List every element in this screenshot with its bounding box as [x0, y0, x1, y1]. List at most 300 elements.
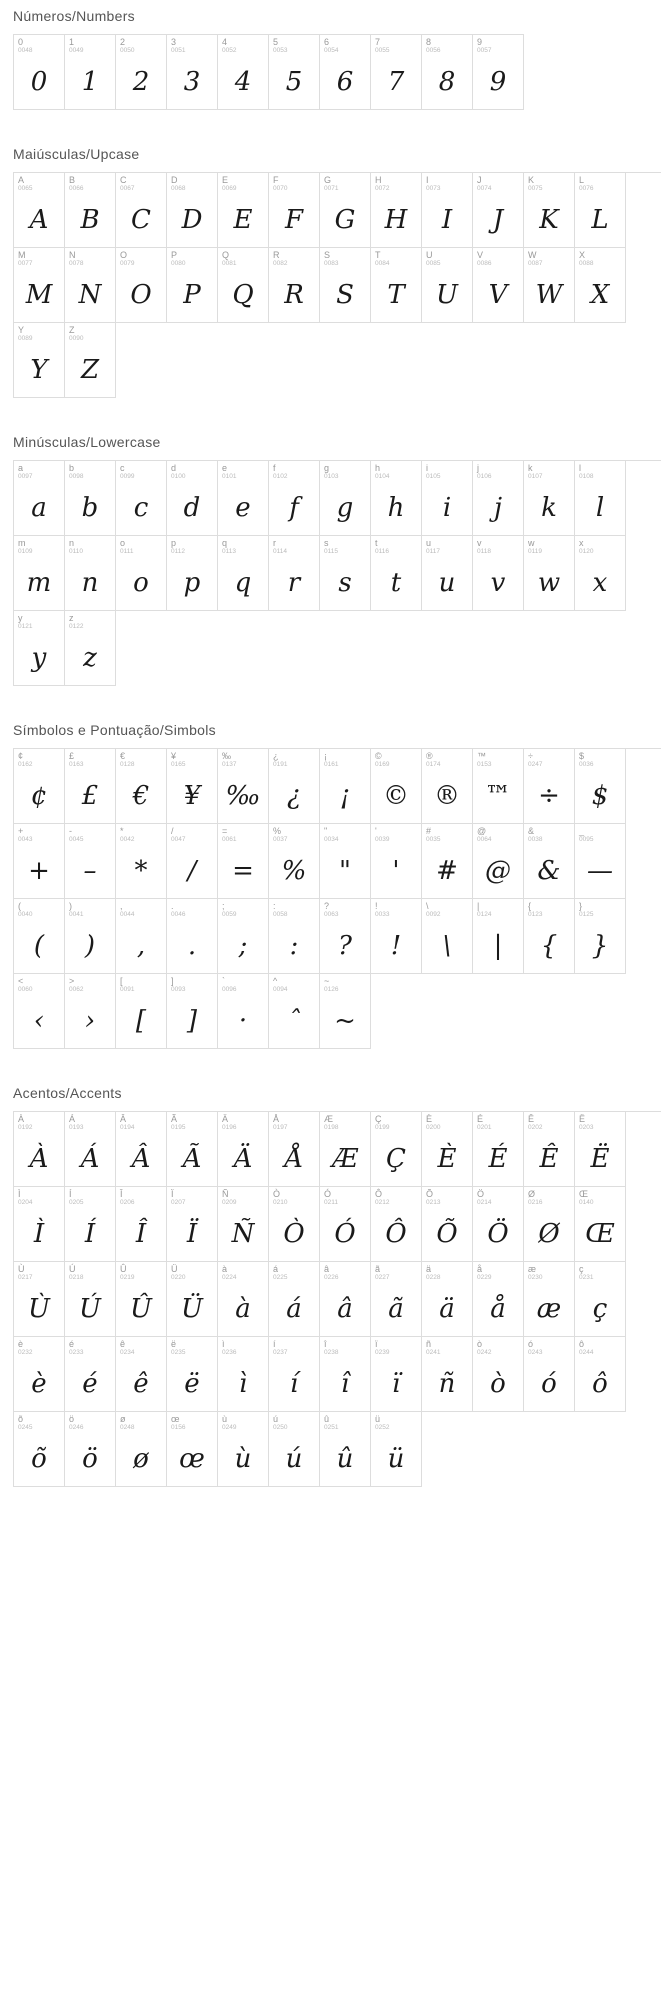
glyph-preview: ™	[485, 781, 511, 811]
glyph-cell[interactable]	[473, 824, 524, 899]
glyph-cell[interactable]	[167, 173, 218, 248]
glyph-cell[interactable]	[167, 1112, 218, 1187]
glyph-cell[interactable]	[524, 1187, 575, 1262]
glyph-preview: å	[490, 1294, 506, 1324]
glyph-preview: #	[436, 856, 458, 886]
glyph-cell[interactable]	[167, 1412, 218, 1487]
glyph-cell[interactable]	[575, 461, 626, 536]
glyph-preview: T	[387, 280, 405, 310]
glyph-preview: A	[29, 205, 49, 235]
glyph-char-label: á	[273, 1264, 279, 1274]
glyph-preview: —	[587, 856, 613, 886]
glyph-cell[interactable]	[65, 611, 116, 686]
glyph-char-label: ÷	[528, 751, 533, 761]
glyph-cell[interactable]	[371, 248, 422, 323]
glyph-cell[interactable]	[218, 1187, 269, 1262]
glyph-cell[interactable]	[575, 1337, 626, 1412]
glyph-code-label: 0246	[69, 1424, 84, 1431]
glyph-char-label: í	[273, 1339, 276, 1349]
glyph-cell[interactable]	[14, 35, 65, 110]
glyph-cell[interactable]	[371, 1337, 422, 1412]
glyph-cell[interactable]	[269, 1262, 320, 1337]
glyph-preview: 3	[183, 67, 201, 97]
glyph-cell[interactable]	[167, 749, 218, 824]
glyph-cell[interactable]	[320, 1112, 371, 1187]
glyph-char-label: ø	[120, 1414, 126, 1424]
glyph-code-label: 0109	[18, 548, 33, 555]
glyph-cell[interactable]	[65, 461, 116, 536]
glyph-code-label: 0211	[324, 1199, 338, 1206]
glyph-cell[interactable]	[167, 974, 218, 1049]
glyph-cell[interactable]	[167, 1187, 218, 1262]
glyph-char-label: N	[69, 250, 76, 260]
glyph-preview: ~	[334, 1006, 356, 1036]
glyph-preview: %	[281, 856, 307, 886]
glyph-cell[interactable]	[14, 248, 65, 323]
glyph-cell[interactable]	[269, 824, 320, 899]
glyph-section	[0, 1077, 661, 1487]
glyph-preview: Ò	[283, 1219, 305, 1249]
glyph-code-label: 0051	[171, 47, 186, 54]
glyph-code-label: 0251	[324, 1424, 339, 1431]
glyph-code-label: 0071	[324, 185, 339, 192]
glyph-code-label: 0077	[18, 260, 33, 267]
glyph-preview: /	[187, 856, 197, 886]
glyph-cell[interactable]	[167, 1262, 218, 1337]
glyph-char-label: ê	[120, 1339, 126, 1349]
glyph-cell[interactable]	[473, 1187, 524, 1262]
glyph-cell[interactable]	[473, 1262, 524, 1337]
glyph-char-label: W	[528, 250, 537, 260]
glyph-cell[interactable]	[422, 899, 473, 974]
glyph-cell[interactable]	[14, 749, 65, 824]
glyph-cell[interactable]	[218, 1412, 269, 1487]
glyph-cell[interactable]	[167, 248, 218, 323]
glyph-cell[interactable]	[422, 35, 473, 110]
glyph-cell[interactable]	[320, 749, 371, 824]
glyph-cell[interactable]	[473, 899, 524, 974]
glyph-char-label: £	[69, 751, 75, 761]
glyph-cell[interactable]	[65, 35, 116, 110]
glyph-cell[interactable]	[371, 173, 422, 248]
glyph-cell[interactable]	[65, 173, 116, 248]
glyph-preview: ó	[541, 1369, 557, 1399]
glyph-cell[interactable]	[473, 248, 524, 323]
glyph-cell[interactable]	[269, 35, 320, 110]
glyph-char-label: G	[324, 175, 332, 185]
glyph-code-label: 0089	[18, 335, 33, 342]
glyph-char-label: U	[426, 250, 433, 260]
glyph-cell[interactable]	[422, 1112, 473, 1187]
glyph-cell[interactable]	[65, 1262, 116, 1337]
glyph-cell[interactable]	[167, 824, 218, 899]
glyph-cell[interactable]	[116, 461, 167, 536]
glyph-preview: 5	[285, 67, 303, 97]
glyph-code-label: 0081	[222, 260, 237, 267]
glyph-char-label: 7	[375, 37, 381, 47]
glyph-cell[interactable]	[371, 1262, 422, 1337]
glyph-cell[interactable]	[218, 173, 269, 248]
glyph-cell[interactable]	[65, 536, 116, 611]
glyph-cell[interactable]	[422, 461, 473, 536]
glyph-code-label: 0094	[273, 986, 288, 993]
glyph-cell[interactable]	[473, 1337, 524, 1412]
glyph-char-label: &	[528, 826, 535, 836]
glyph-code-label: 0076	[579, 185, 594, 192]
glyph-char-label: $	[579, 751, 585, 761]
glyph-cell[interactable]	[575, 1262, 626, 1337]
glyph-cell[interactable]	[371, 1412, 422, 1487]
glyph-cell[interactable]	[14, 974, 65, 1049]
glyph-cell[interactable]	[167, 536, 218, 611]
glyph-char-label: +	[18, 826, 24, 836]
glyph-code-label: 0165	[171, 761, 186, 768]
glyph-cell[interactable]	[218, 824, 269, 899]
glyph-section	[0, 138, 661, 398]
glyph-cell[interactable]	[422, 824, 473, 899]
glyph-cell[interactable]	[473, 173, 524, 248]
glyph-cell[interactable]	[65, 974, 116, 1049]
glyph-preview: J	[492, 205, 504, 235]
glyph-char-label: j	[477, 463, 479, 473]
glyph-cell[interactable]	[116, 1412, 167, 1487]
glyph-cell[interactable]	[473, 461, 524, 536]
glyph-cell[interactable]	[116, 1262, 167, 1337]
glyph-cell[interactable]	[269, 1412, 320, 1487]
glyph-char-label: ç	[579, 1264, 584, 1274]
glyph-grid	[13, 172, 661, 398]
glyph-cell[interactable]	[218, 899, 269, 974]
glyph-cell[interactable]	[167, 35, 218, 110]
glyph-cell[interactable]	[524, 749, 575, 824]
glyph-char-label: ®	[426, 751, 433, 761]
glyph-preview: ÷	[538, 781, 560, 811]
glyph-preview: l	[595, 493, 605, 523]
glyph-code-label: 0194	[120, 1124, 135, 1131]
glyph-cell[interactable]	[575, 899, 626, 974]
glyph-cell[interactable]	[524, 824, 575, 899]
glyph-code-label: 0121	[18, 623, 33, 630]
glyph-cell[interactable]	[524, 1112, 575, 1187]
glyph-cell[interactable]	[116, 749, 167, 824]
glyph-cell[interactable]	[524, 173, 575, 248]
glyph-cell[interactable]	[14, 1187, 65, 1262]
glyph-char-label: q	[222, 538, 228, 548]
glyph-char-label: ã	[375, 1264, 381, 1274]
glyph-cell[interactable]	[371, 899, 422, 974]
glyph-char-label: õ	[18, 1414, 24, 1424]
glyph-preview: ®	[434, 781, 460, 811]
glyph-char-label: 5	[273, 37, 279, 47]
glyph-code-label: 0049	[69, 47, 84, 54]
glyph-cell[interactable]	[65, 1112, 116, 1187]
glyph-cell[interactable]	[422, 749, 473, 824]
glyph-char-label: É	[477, 1114, 484, 1124]
glyph-cell[interactable]	[65, 749, 116, 824]
glyph-cell[interactable]	[269, 536, 320, 611]
glyph-preview: Y	[30, 355, 48, 385]
glyph-code-label: 0119	[528, 548, 542, 555]
glyph-code-label: 0116	[375, 548, 389, 555]
glyph-preview: ì	[238, 1369, 248, 1399]
glyph-char-label: ó	[528, 1339, 534, 1349]
glyph-cell[interactable]	[320, 974, 371, 1049]
glyph-preview: ]	[186, 1006, 198, 1036]
glyph-cell[interactable]	[422, 173, 473, 248]
glyph-preview: ?	[338, 931, 352, 961]
glyph-cell[interactable]	[116, 899, 167, 974]
glyph-char-label: Ú	[69, 1264, 76, 1274]
glyph-cell[interactable]	[371, 461, 422, 536]
glyph-code-label: 0213	[426, 1199, 441, 1206]
glyph-cell[interactable]	[65, 1412, 116, 1487]
glyph-cell[interactable]	[14, 1337, 65, 1412]
glyph-cell[interactable]	[65, 824, 116, 899]
glyph-code-label: 0219	[120, 1274, 135, 1281]
glyph-cell[interactable]	[320, 899, 371, 974]
glyph-char-label: Ö	[477, 1189, 485, 1199]
glyph-cell[interactable]	[320, 1412, 371, 1487]
glyph-char-label: w	[528, 538, 535, 548]
glyph-code-label: 0098	[69, 473, 84, 480]
glyph-cell[interactable]	[269, 248, 320, 323]
glyph-cell[interactable]	[167, 899, 218, 974]
glyph-cell[interactable]	[371, 536, 422, 611]
glyph-cell[interactable]	[320, 824, 371, 899]
glyph-cell[interactable]	[473, 749, 524, 824]
glyph-code-label: 0205	[69, 1199, 84, 1206]
glyph-cell[interactable]	[65, 899, 116, 974]
glyph-cell[interactable]	[116, 1337, 167, 1412]
glyph-code-label: 0231	[579, 1274, 594, 1281]
glyph-cell[interactable]	[218, 461, 269, 536]
glyph-char-label: ì	[222, 1339, 225, 1349]
glyph-cell[interactable]	[524, 1262, 575, 1337]
glyph-preview: ê	[133, 1369, 149, 1399]
glyph-cell[interactable]	[116, 974, 167, 1049]
glyph-preview: "	[339, 856, 351, 886]
glyph-code-label: 0217	[18, 1274, 33, 1281]
glyph-char-label: Î	[120, 1189, 123, 1199]
glyph-char-label: Ï	[171, 1189, 174, 1199]
glyph-cell[interactable]	[218, 749, 269, 824]
glyph-cell[interactable]	[422, 1262, 473, 1337]
glyph-preview: È	[437, 1144, 457, 1174]
glyph-cell[interactable]	[371, 824, 422, 899]
glyph-code-label: 0169	[375, 761, 390, 768]
glyph-cell[interactable]	[575, 536, 626, 611]
glyph-preview: Æ	[331, 1144, 359, 1174]
glyph-cell[interactable]	[14, 323, 65, 398]
glyph-char-label: H	[375, 175, 382, 185]
glyph-cell[interactable]	[320, 1337, 371, 1412]
glyph-preview: b	[81, 493, 99, 523]
glyph-cell[interactable]	[116, 173, 167, 248]
glyph-char-label: œ	[171, 1414, 180, 1424]
glyph-cell[interactable]	[575, 749, 626, 824]
glyph-preview: P	[183, 280, 201, 310]
glyph-cell[interactable]	[422, 1337, 473, 1412]
glyph-char-label: ¡	[324, 751, 327, 761]
glyph-char-label: y	[18, 613, 23, 623]
glyph-char-label: 9	[477, 37, 483, 47]
glyph-char-label: Û	[120, 1264, 127, 1274]
glyph-cell[interactable]	[371, 1112, 422, 1187]
glyph-cell[interactable]	[14, 461, 65, 536]
glyph-preview: 0	[30, 67, 48, 97]
glyph-cell[interactable]	[320, 35, 371, 110]
glyph-preview: H	[384, 205, 408, 235]
glyph-cell[interactable]	[116, 536, 167, 611]
glyph-char-label: D	[171, 175, 178, 185]
glyph-cell[interactable]	[575, 173, 626, 248]
glyph-cell[interactable]	[218, 536, 269, 611]
glyph-code-label: 0203	[579, 1124, 594, 1131]
glyph-cell[interactable]	[524, 899, 575, 974]
glyph-cell[interactable]	[269, 974, 320, 1049]
glyph-preview: í	[289, 1369, 299, 1399]
glyph-cell[interactable]	[14, 824, 65, 899]
glyph-code-label: 0092	[426, 911, 441, 918]
glyph-char-label: m	[18, 538, 26, 548]
glyph-cell[interactable]	[65, 248, 116, 323]
glyph-char-label: B	[69, 175, 76, 185]
glyph-cell[interactable]	[14, 173, 65, 248]
glyph-section	[0, 426, 661, 686]
glyph-cell[interactable]	[473, 35, 524, 110]
glyph-cell[interactable]	[575, 1112, 626, 1187]
glyph-char-label: #	[426, 826, 432, 836]
glyph-char-label: *	[120, 826, 124, 836]
glyph-code-label: 0088	[579, 260, 594, 267]
glyph-cell[interactable]	[524, 461, 575, 536]
glyph-preview: ú	[285, 1444, 303, 1474]
glyph-char-label: ñ	[426, 1339, 432, 1349]
glyph-char-label: \	[426, 901, 429, 911]
glyph-char-label: ï	[375, 1339, 378, 1349]
glyph-cell[interactable]	[65, 323, 116, 398]
glyph-char-label: Â	[120, 1114, 127, 1124]
glyph-char-label: ¥	[171, 751, 177, 761]
glyph-cell[interactable]	[167, 461, 218, 536]
glyph-cell[interactable]	[14, 1412, 65, 1487]
glyph-preview: ï	[391, 1369, 401, 1399]
glyph-cell[interactable]	[524, 536, 575, 611]
glyph-cell[interactable]	[320, 248, 371, 323]
glyph-cell[interactable]	[167, 1337, 218, 1412]
glyph-preview: Â	[131, 1144, 151, 1174]
glyph-char-label: f	[273, 463, 276, 473]
glyph-cell[interactable]	[14, 1112, 65, 1187]
glyph-code-label: 0201	[477, 1124, 492, 1131]
glyph-cell[interactable]	[65, 1337, 116, 1412]
glyph-code-label: 0124	[477, 911, 492, 918]
glyph-char-label: Í	[69, 1189, 72, 1199]
glyph-preview: w	[537, 568, 561, 598]
glyph-code-label: 0226	[324, 1274, 339, 1281]
glyph-cell[interactable]	[218, 1262, 269, 1337]
glyph-char-label: "	[324, 826, 328, 836]
glyph-preview: Ì	[33, 1219, 45, 1249]
glyph-cell[interactable]	[524, 248, 575, 323]
glyph-code-label: 0232	[18, 1349, 33, 1356]
glyph-cell[interactable]	[218, 248, 269, 323]
glyph-cell[interactable]	[14, 1262, 65, 1337]
glyph-code-label: 0118	[477, 548, 491, 555]
glyph-cell[interactable]	[116, 248, 167, 323]
glyph-cell[interactable]	[371, 1187, 422, 1262]
glyph-code-label: 0115	[324, 548, 338, 555]
glyph-cell[interactable]	[320, 173, 371, 248]
glyph-cell[interactable]	[218, 1112, 269, 1187]
glyph-cell[interactable]	[320, 1262, 371, 1337]
glyph-cell[interactable]	[269, 749, 320, 824]
glyph-cell[interactable]	[269, 1337, 320, 1412]
glyph-preview: n	[81, 568, 99, 598]
glyph-char-label: K	[528, 175, 535, 185]
glyph-cell[interactable]	[14, 899, 65, 974]
glyph-preview: m	[26, 568, 52, 598]
glyph-char-label: Æ	[324, 1114, 333, 1124]
glyph-cell[interactable]	[116, 35, 167, 110]
glyph-char-label: =	[222, 826, 228, 836]
glyph-cell[interactable]	[116, 1112, 167, 1187]
glyph-code-label: 0075	[528, 185, 543, 192]
glyph-cell[interactable]	[371, 749, 422, 824]
glyph-cell[interactable]	[320, 1187, 371, 1262]
glyph-preview: [	[135, 1006, 147, 1036]
glyph-char-label: >	[69, 976, 75, 986]
glyph-char-label: Ì	[18, 1189, 21, 1199]
glyph-cell[interactable]	[116, 1187, 167, 1262]
glyph-cell[interactable]	[422, 536, 473, 611]
glyph-char-label: }	[579, 901, 583, 911]
glyph-preview: z	[83, 643, 97, 673]
glyph-preview: c	[133, 493, 149, 523]
glyph-preview: ;	[238, 931, 248, 961]
glyph-preview: ë	[184, 1369, 200, 1399]
glyph-cell[interactable]	[371, 35, 422, 110]
glyph-cell[interactable]	[14, 536, 65, 611]
glyph-cell[interactable]	[269, 173, 320, 248]
glyph-cell[interactable]	[320, 536, 371, 611]
glyph-char-label: t	[375, 538, 378, 548]
glyph-cell[interactable]	[269, 1187, 320, 1262]
glyph-cell[interactable]	[473, 536, 524, 611]
glyph-preview: ,	[136, 931, 146, 961]
glyph-cell[interactable]	[320, 461, 371, 536]
glyph-cell[interactable]	[575, 248, 626, 323]
glyph-cell[interactable]	[116, 824, 167, 899]
glyph-preview: î	[340, 1369, 350, 1399]
glyph-preview: ø	[133, 1444, 149, 1474]
glyph-cell[interactable]	[473, 1112, 524, 1187]
glyph-cell[interactable]	[575, 1187, 626, 1262]
glyph-cell[interactable]	[575, 824, 626, 899]
glyph-cell[interactable]	[269, 899, 320, 974]
glyph-cell[interactable]	[524, 1337, 575, 1412]
glyph-cell[interactable]	[65, 1187, 116, 1262]
glyph-cell[interactable]	[218, 1337, 269, 1412]
section-title: Minúsculas/Lowercase	[13, 434, 161, 450]
glyph-cell[interactable]	[14, 611, 65, 686]
glyph-cell[interactable]	[218, 35, 269, 110]
glyph-cell[interactable]	[422, 1187, 473, 1262]
glyph-cell[interactable]	[422, 248, 473, 323]
glyph-cell[interactable]	[269, 1112, 320, 1187]
glyph-cell[interactable]	[269, 461, 320, 536]
glyph-cell[interactable]	[218, 974, 269, 1049]
